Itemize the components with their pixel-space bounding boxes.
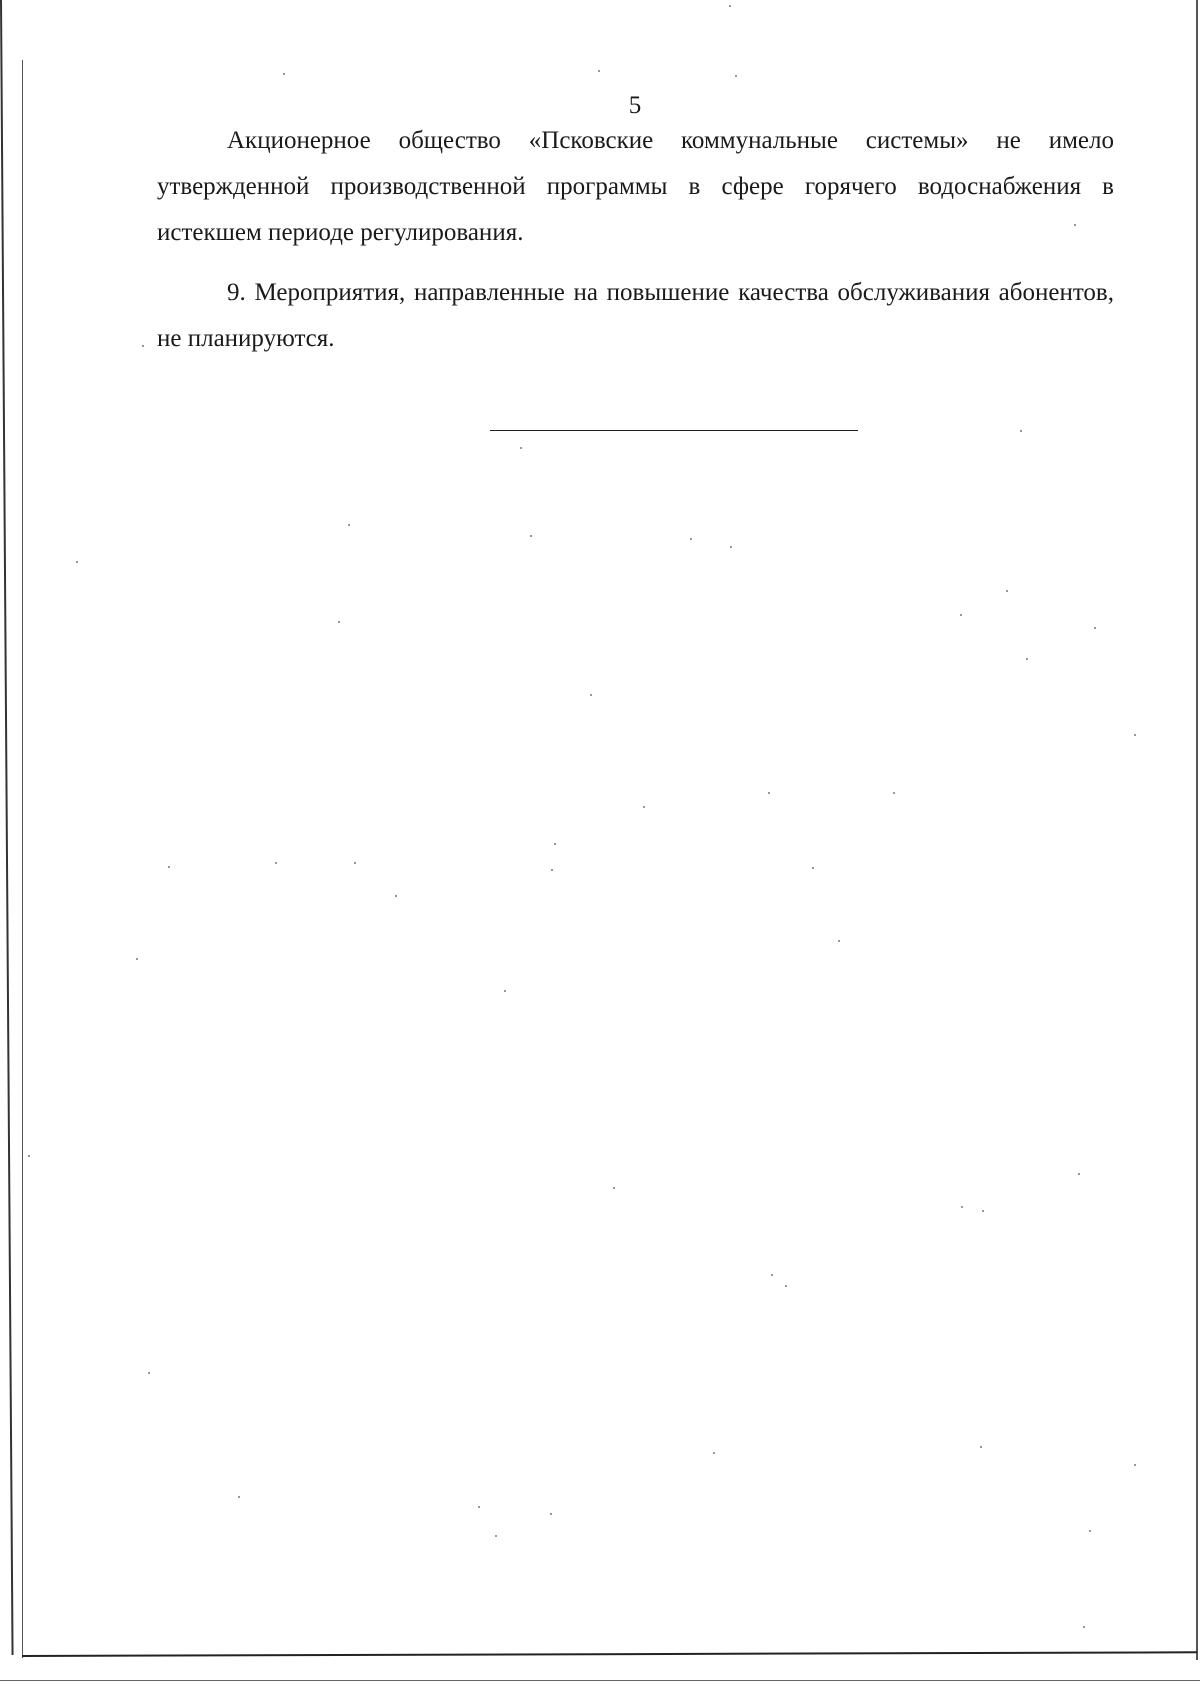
closing-rule xyxy=(490,430,858,431)
page-number: 5 xyxy=(628,92,642,119)
scan-edge-right xyxy=(1196,0,1198,1660)
scan-edge-bottom xyxy=(22,1651,1197,1657)
scan-edge-left xyxy=(0,0,14,1655)
scan-edge-left-inner xyxy=(22,60,23,1658)
scan-edge-bottom-outer xyxy=(0,1680,1200,1681)
paragraph-item-9-measures: 9. Мероприятия, направленные на повышение качества обслуживания абонентов, не планируются. xyxy=(157,279,1114,352)
paragraph-hot-water-program: Акционерное общество «Псковские коммунальные системы» не имело утвержденной производственной программы в сфере горячего водоснабжения в истекшем периоде регулирования. xyxy=(157,127,1114,246)
